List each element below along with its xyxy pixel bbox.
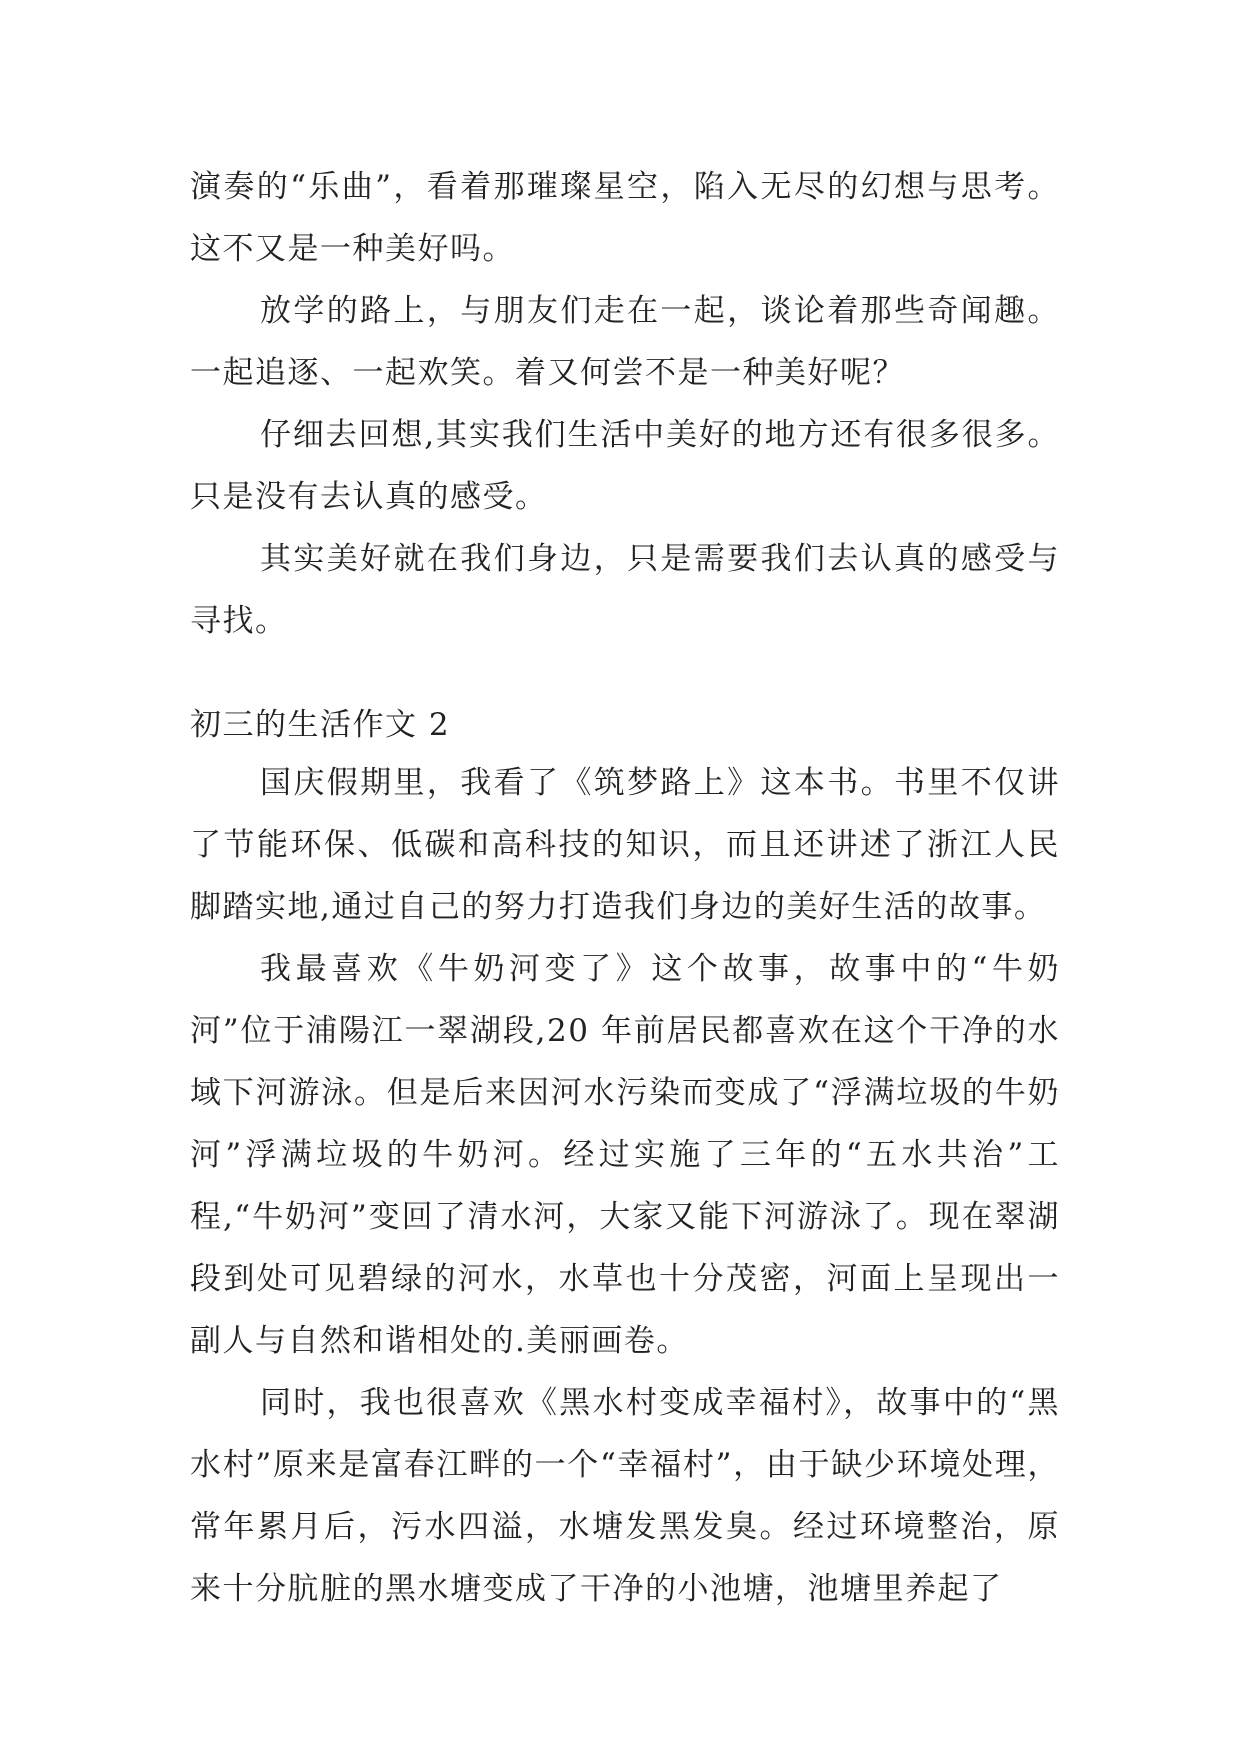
essay-2-paragraph: 同时，我也很喜欢《黑水村变成幸福村》，故事中的“黑水村”原来是富春江畔的一个“幸福村”，由于缺少环境处理，常年累月后，污水四溢，水塘发黑发臭。经过环境整治，原来十分肮脏的黑水塘变成了干净的小池塘，池塘里养起了 [190, 1385, 1060, 1607]
essay-1-paragraph: 放学的路上，与朋友们走在一起，谈论着那些奇闻趣。一起追逐、一起欢笑。着又何尝不是一种美好呢？ [190, 293, 1060, 391]
essay-1-paragraph: 演奏的“乐曲”，看着那璀璨星空，陷入无尽的幻想与思考。这不又是一种美好吗。 [190, 169, 1060, 267]
essay-1-continuation [190, 156, 1060, 652]
essay-1-paragraph: 其实美好就在我们身边，只是需要我们去认真的感受与寻找。 [190, 541, 1060, 639]
essay-2-paragraph: 国庆假期里，我看了《筑梦路上》这本书。书里不仅讲了节能环保、低碳和高科技的知识，而且还讲述了浙江人民脚踏实地,通过自己的努力打造我们身边的美好生活的故事。 [190, 765, 1060, 925]
essay-1-paragraph: 仔细去回想,其实我们生活中美好的地方还有很多很多。只是没有去认真的感受。 [190, 417, 1060, 515]
essay-2-title: 初三的生活作文 2 [190, 707, 451, 743]
essay-2-paragraph: 我最喜欢《牛奶河变了》这个故事，故事中的“牛奶河”位于浦陽江一翠湖段,20 年前居民都喜欢在这个干净的水域下河游泳。但是后来因河水污染而变成了“浮满垃圾的牛奶河”浮满垃圾的牛奶河。经过实施了三年的“五水共治”工程,“牛奶河”变回了清水河，大家又能下河游泳了。现在翠湖段到处可见碧绿的河水，水草也十分茂密，河面上呈现出一副人与自然和谐相处的.美丽画卷。 [190, 951, 1060, 1359]
essay-2-body [190, 752, 1060, 1620]
